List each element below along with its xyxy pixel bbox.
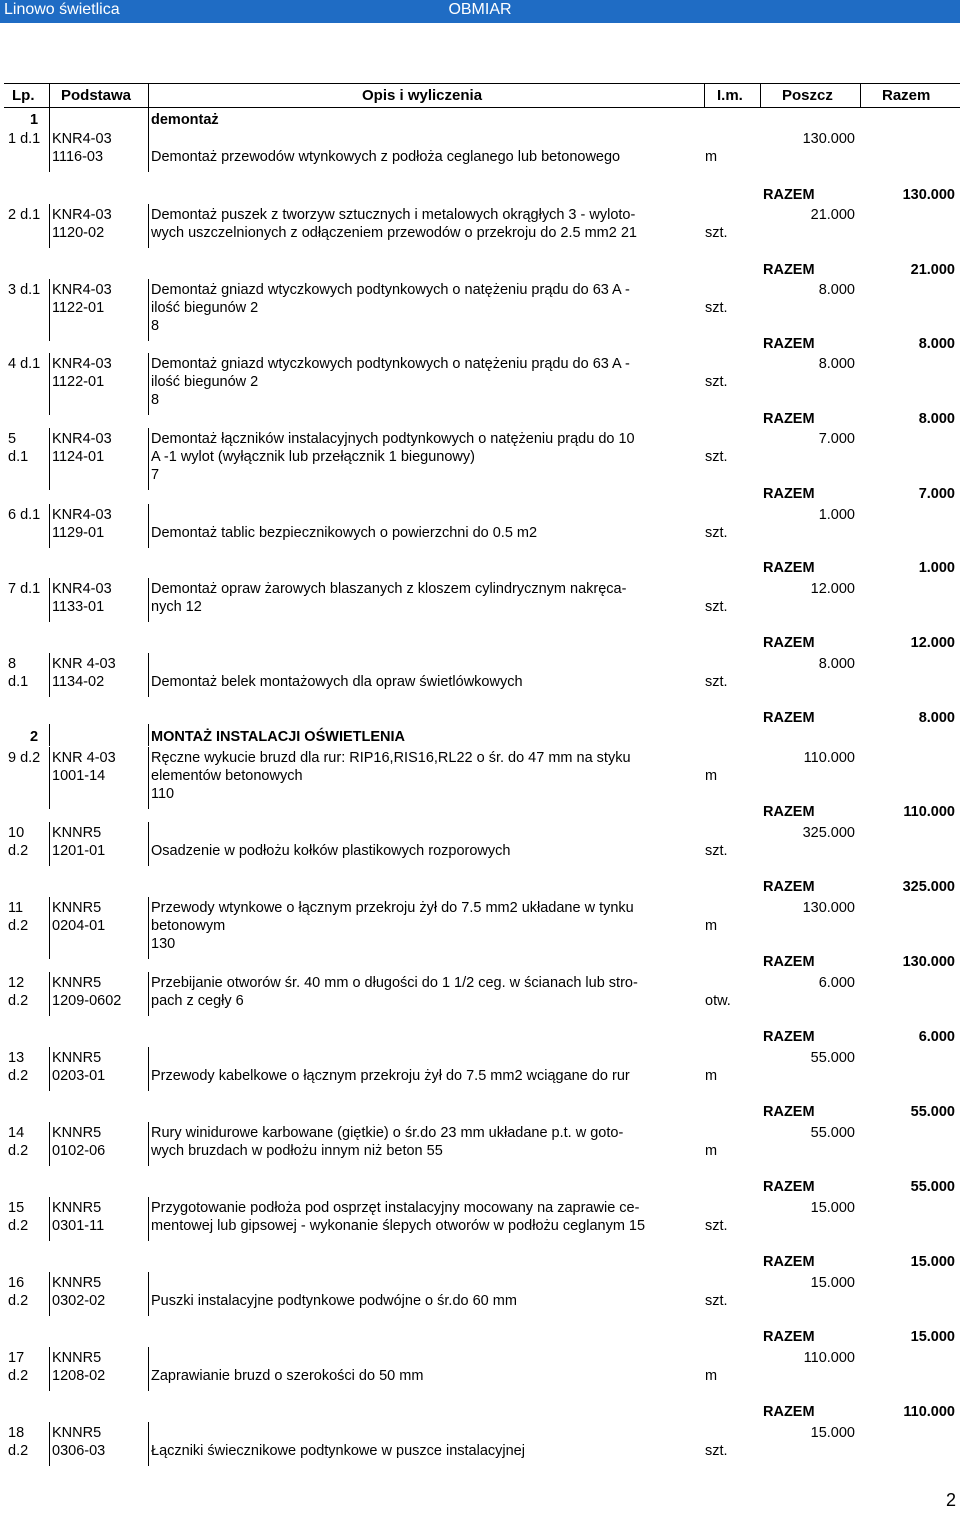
- column-separator: [49, 1272, 50, 1316]
- column-separator: [49, 428, 50, 490]
- header-poszcz: Poszcz: [782, 87, 833, 104]
- item-quantity: 1.000: [818, 507, 855, 523]
- razem-total: 325.000: [902, 879, 955, 895]
- item-lp: 7 d.1: [8, 581, 41, 597]
- item-description: elementów betonowych: [151, 768, 303, 784]
- item-lp: d.2: [8, 843, 29, 859]
- item-unit: otw.: [705, 993, 731, 1009]
- item-quantity: 6.000: [818, 975, 855, 991]
- column-separator: [49, 1347, 50, 1391]
- razem-total: 12.000: [910, 635, 955, 651]
- item-quantity: 15.000: [810, 1425, 855, 1441]
- razem-label: RAZEM: [763, 411, 815, 427]
- item-lp: 6 d.1: [8, 507, 41, 523]
- column-separator: [148, 204, 149, 248]
- item-description: betonowym: [151, 918, 226, 934]
- item-description: Demontaż gniazd wtyczkowych podtynkowych o natężeniu prądu do 63 A -: [151, 282, 630, 298]
- item-quantity: 8.000: [818, 356, 855, 372]
- item-podstawa: KNR4-03: [52, 282, 112, 298]
- item-description: Puszki instalacyjne podtynkowe podwójne o śr.do 60 mm: [151, 1293, 517, 1309]
- column-separator: [49, 747, 50, 809]
- item-description: Łączniki świecznikowe podtynkowe w puszce instalacyjnej: [151, 1443, 525, 1459]
- item-podstawa: KNNR5: [52, 825, 102, 841]
- item-podstawa: 1208-02: [52, 1368, 106, 1384]
- column-separator: [148, 504, 149, 548]
- item-unit: szt.: [705, 674, 728, 690]
- razem-label: RAZEM: [763, 262, 815, 278]
- item-lp: 8: [8, 656, 17, 672]
- column-separator: [148, 747, 149, 809]
- razem-total: 8.000: [918, 411, 955, 427]
- item-unit: szt.: [705, 599, 728, 615]
- item-podstawa: 1134-02: [52, 674, 105, 690]
- item-quantity: 130.000: [802, 900, 855, 916]
- razem-total: 7.000: [918, 486, 955, 502]
- column-separator: [49, 578, 50, 622]
- item-description: Demontaż opraw żarowych blaszanych z kloszem cylindrycznym nakręca-: [151, 581, 627, 597]
- item-lp: d.2: [8, 1293, 29, 1309]
- razem-total: 1.000: [918, 560, 955, 576]
- column-separator: [148, 653, 149, 697]
- item-unit: m: [705, 768, 718, 784]
- item-podstawa: 1209-0602: [52, 993, 122, 1009]
- item-description: Rury winidurowe karbowane (giętkie) o śr.do 23 mm układane p.t. w goto-: [151, 1125, 624, 1141]
- column-separator: [49, 504, 50, 548]
- item-description: wych uszczelnionych z odłączeniem przewodów o przekroju do 2.5 mm2 21: [151, 225, 637, 241]
- item-podstawa: KNNR5: [52, 1125, 102, 1141]
- razem-total: 8.000: [918, 710, 955, 726]
- column-separator: [148, 128, 149, 172]
- item-podstawa: KNR4-03: [52, 581, 112, 597]
- razem-total: 15.000: [910, 1254, 955, 1270]
- razem-label: RAZEM: [763, 336, 815, 352]
- item-lp: 10: [8, 825, 25, 841]
- item-description: Demontaż tablic bezpiecznikowych o powierzchni do 0.5 m2: [151, 525, 538, 541]
- item-podstawa: KNNR5: [52, 1200, 102, 1216]
- item-podstawa: 1120-02: [52, 225, 105, 241]
- razem-total: 110.000: [903, 1404, 955, 1420]
- item-unit: szt.: [705, 1293, 728, 1309]
- item-lp: 5: [8, 431, 17, 447]
- document-title: OBMIAR: [448, 1, 512, 18]
- razem-total: 130.000: [902, 187, 955, 203]
- razem-total: 55.000: [910, 1104, 955, 1120]
- razem-total: 6.000: [918, 1029, 955, 1045]
- item-unit: szt.: [705, 1443, 728, 1459]
- item-lp: 12: [8, 975, 25, 991]
- item-podstawa: KNR 4-03: [52, 656, 116, 672]
- column-separator: [148, 107, 149, 129]
- item-unit: m: [705, 1068, 718, 1084]
- razem-label: RAZEM: [763, 804, 815, 820]
- razem-label: RAZEM: [763, 1029, 815, 1045]
- header-lp: Lp.: [12, 87, 35, 104]
- column-separator: [49, 822, 50, 866]
- item-podstawa: 0102-06: [52, 1143, 106, 1159]
- razem-label: RAZEM: [763, 635, 815, 651]
- item-description: Przewody wtynkowe o łącznym przekroju żył do 7.5 mm2 układane w tynku: [151, 900, 634, 916]
- item-podstawa: KNR4-03: [52, 431, 112, 447]
- item-lp: 3 d.1: [8, 282, 41, 298]
- item-unit: szt.: [705, 225, 728, 241]
- page-number: 2: [945, 1490, 956, 1510]
- item-description: Przewody kabelkowe o łącznym przekroju żył do 7.5 mm2 wciągane do rur: [151, 1068, 630, 1084]
- item-description: Demontaż łączników instalacyjnych podtynkowych o natężeniu prądu do 10: [151, 431, 635, 447]
- item-lp: 13: [8, 1050, 25, 1066]
- item-quantity: 15.000: [810, 1200, 855, 1216]
- item-lp: 16: [8, 1275, 25, 1291]
- item-podstawa: 1122-01: [52, 374, 105, 390]
- item-podstawa: 1124-01: [52, 449, 105, 465]
- item-lp: d.2: [8, 1143, 29, 1159]
- item-lp: d.2: [8, 1218, 29, 1234]
- column-separator: [49, 897, 50, 959]
- item-podstawa: 0203-01: [52, 1068, 106, 1084]
- header-podstawa: Podstawa: [61, 87, 132, 104]
- razem-label: RAZEM: [763, 486, 815, 502]
- item-unit: szt.: [705, 843, 728, 859]
- item-description: Demontaż belek montażowych dla opraw świetlówkowych: [151, 674, 523, 690]
- item-description: Demontaż gniazd wtyczkowych podtynkowych o natężeniu prądu do 63 A -: [151, 356, 630, 372]
- item-podstawa: 1122-01: [52, 300, 105, 316]
- section-number: 2: [30, 729, 39, 745]
- item-description: pach z cegły 6: [151, 993, 244, 1009]
- razem-label: RAZEM: [763, 560, 815, 576]
- item-description: 8: [151, 318, 160, 334]
- item-lp: 9 d.2: [8, 750, 41, 766]
- column-separator: [49, 353, 50, 415]
- top-bar: [0, 0, 960, 23]
- column-separator: [148, 428, 149, 490]
- item-description: 110: [151, 786, 175, 802]
- razem-total: 130.000: [902, 954, 955, 970]
- column-separator: [148, 1197, 149, 1241]
- razem-total: 15.000: [910, 1329, 955, 1345]
- item-description: Osadzenie w podłożu kołków plastikowych rozporowych: [151, 843, 511, 859]
- column-separator: [148, 1272, 149, 1316]
- item-podstawa: KNR4-03: [52, 207, 112, 223]
- item-quantity: 8.000: [818, 282, 855, 298]
- item-quantity: 55.000: [810, 1050, 855, 1066]
- section-title: MONTAŻ INSTALACJI OŚWIETLENIA: [151, 729, 406, 745]
- item-description: nych 12: [151, 599, 202, 615]
- item-quantity: 8.000: [818, 656, 855, 672]
- item-description: Demontaż przewodów wtynkowych z podłoża ceglanego lub betonowego: [151, 149, 621, 165]
- column-separator: [148, 279, 149, 341]
- item-unit: szt.: [705, 300, 728, 316]
- column-separator: [148, 822, 149, 866]
- column-separator: [148, 724, 149, 746]
- column-separator: [49, 107, 50, 129]
- razem-total: 110.000: [903, 804, 955, 820]
- column-separator: [148, 578, 149, 622]
- item-unit: szt.: [705, 449, 728, 465]
- item-podstawa: 1116-03: [52, 149, 104, 165]
- column-separator: [49, 724, 50, 746]
- item-description: Przebijanie otworów śr. 40 mm o długości do 1 1/2 ceg. w ścianach lub stro-: [151, 975, 638, 991]
- razem-label: RAZEM: [763, 187, 815, 203]
- item-quantity: 110.000: [803, 750, 855, 766]
- column-separator: [49, 128, 50, 172]
- item-lp: d.2: [8, 1368, 29, 1384]
- item-podstawa: KNNR5: [52, 1050, 102, 1066]
- column-separator: [704, 84, 705, 107]
- header-opis: Opis i wyliczenia: [362, 87, 483, 104]
- item-lp: 4 d.1: [8, 356, 41, 372]
- header-jm: I.m.: [717, 87, 743, 104]
- item-podstawa: KNNR5: [52, 1350, 102, 1366]
- item-description: Demontaż puszek z tworzyw sztucznych i metalowych okrągłych 3 - wyloto-: [151, 207, 636, 223]
- razem-label: RAZEM: [763, 710, 815, 726]
- column-separator: [49, 1422, 50, 1466]
- item-description: 130: [151, 936, 176, 952]
- item-unit: m: [705, 1368, 718, 1384]
- item-description: ilość biegunów 2: [151, 300, 259, 316]
- item-quantity: 325.000: [802, 825, 855, 841]
- item-description: Przygotowanie podłoża pod osprzęt instalacyjny mocowany na zaprawie ce-: [151, 1200, 640, 1216]
- item-lp: d.2: [8, 1068, 29, 1084]
- column-separator: [49, 653, 50, 697]
- item-unit: m: [705, 149, 718, 165]
- item-lp: d.1: [8, 449, 29, 465]
- column-separator: [148, 1047, 149, 1091]
- item-podstawa: KNNR5: [52, 1425, 102, 1441]
- item-podstawa: KNNR5: [52, 900, 102, 916]
- item-podstawa: KNR4-03: [52, 356, 112, 372]
- razem-label: RAZEM: [763, 1104, 815, 1120]
- razem-total: 55.000: [910, 1179, 955, 1195]
- razem-total: 21.000: [910, 262, 955, 278]
- item-podstawa: KNNR5: [52, 975, 102, 991]
- project-title: Linowo świetlica: [4, 1, 120, 18]
- column-separator: [49, 204, 50, 248]
- column-separator: [148, 1122, 149, 1166]
- item-podstawa: 1201-01: [52, 843, 106, 859]
- column-separator: [148, 897, 149, 959]
- item-podstawa: KNR 4-03: [52, 750, 116, 766]
- column-separator: [49, 1122, 50, 1166]
- column-separator: [148, 1422, 149, 1466]
- item-lp: 15: [8, 1200, 25, 1216]
- item-description: Ręczne wykucie bruzd dla rur: RIP16,RIS16,RL22 o śr. do 47 mm na styku: [151, 750, 631, 766]
- razem-label: RAZEM: [763, 1254, 815, 1270]
- item-podstawa: 0306-03: [52, 1443, 106, 1459]
- item-unit: szt.: [705, 374, 728, 390]
- item-quantity: 55.000: [810, 1125, 855, 1141]
- item-quantity: 110.000: [803, 1350, 855, 1366]
- item-unit: m: [705, 918, 718, 934]
- razem-label: RAZEM: [763, 954, 815, 970]
- item-lp: d.2: [8, 918, 29, 934]
- item-quantity: 7.000: [818, 431, 855, 447]
- item-podstawa: 1001-14: [52, 768, 106, 784]
- column-separator: [49, 972, 50, 1016]
- column-separator: [760, 84, 761, 107]
- item-quantity: 21.000: [810, 207, 855, 223]
- item-lp: 11: [8, 900, 24, 916]
- item-description: A -1 wylot (wyłącznik lub przełącznik 1 biegunowy): [151, 449, 475, 465]
- razem-label: RAZEM: [763, 1329, 815, 1345]
- razem-total: 8.000: [918, 336, 955, 352]
- item-description: 8: [151, 392, 160, 408]
- item-unit: szt.: [705, 525, 728, 541]
- item-unit: m: [705, 1143, 718, 1159]
- razem-label: RAZEM: [763, 879, 815, 895]
- item-quantity: 12.000: [810, 581, 855, 597]
- item-podstawa: 1133-01: [52, 599, 105, 615]
- item-podstawa: 1129-01: [52, 525, 105, 541]
- item-description: 7: [151, 467, 160, 483]
- item-quantity: 15.000: [810, 1275, 855, 1291]
- column-separator: [49, 1047, 50, 1091]
- item-lp: d.2: [8, 1443, 29, 1459]
- section-number: 1: [30, 112, 39, 128]
- item-lp: d.1: [8, 674, 29, 690]
- item-podstawa: KNNR5: [52, 1275, 102, 1291]
- section-title: demontaż: [151, 112, 219, 128]
- column-separator: [148, 972, 149, 1016]
- razem-label: RAZEM: [763, 1179, 815, 1195]
- column-separator: [148, 353, 149, 415]
- item-unit: szt.: [705, 1218, 728, 1234]
- column-separator: [49, 279, 50, 341]
- item-lp: 14: [8, 1125, 25, 1141]
- item-podstawa: KNR4-03: [52, 507, 112, 523]
- column-separator: [49, 1197, 50, 1241]
- item-podstawa: 0302-02: [52, 1293, 106, 1309]
- item-podstawa: 0301-11: [52, 1218, 105, 1234]
- razem-label: RAZEM: [763, 1404, 815, 1420]
- column-separator: [860, 84, 861, 107]
- header-razem: Razem: [882, 87, 931, 104]
- column-separator: [148, 1347, 149, 1391]
- item-lp: 1 d.1: [8, 131, 41, 147]
- item-lp: 17: [8, 1350, 25, 1366]
- item-lp: d.2: [8, 993, 29, 1009]
- item-podstawa: KNR4-03: [52, 131, 112, 147]
- column-separator: [148, 84, 149, 107]
- item-podstawa: 0204-01: [52, 918, 106, 934]
- item-quantity: 130.000: [802, 131, 855, 147]
- item-lp: 2 d.1: [8, 207, 41, 223]
- item-description: Zaprawianie bruzd o szerokości do 50 mm: [151, 1368, 424, 1384]
- item-lp: 18: [8, 1425, 25, 1441]
- item-description: wych bruzdach w podłożu innym niż beton 55: [151, 1143, 443, 1159]
- item-description: ilość biegunów 2: [151, 374, 259, 390]
- item-description: mentowej lub gipsowej - wykonanie ślepych otworów w podłożu ceglanym 15: [151, 1218, 646, 1234]
- column-separator: [49, 84, 50, 107]
